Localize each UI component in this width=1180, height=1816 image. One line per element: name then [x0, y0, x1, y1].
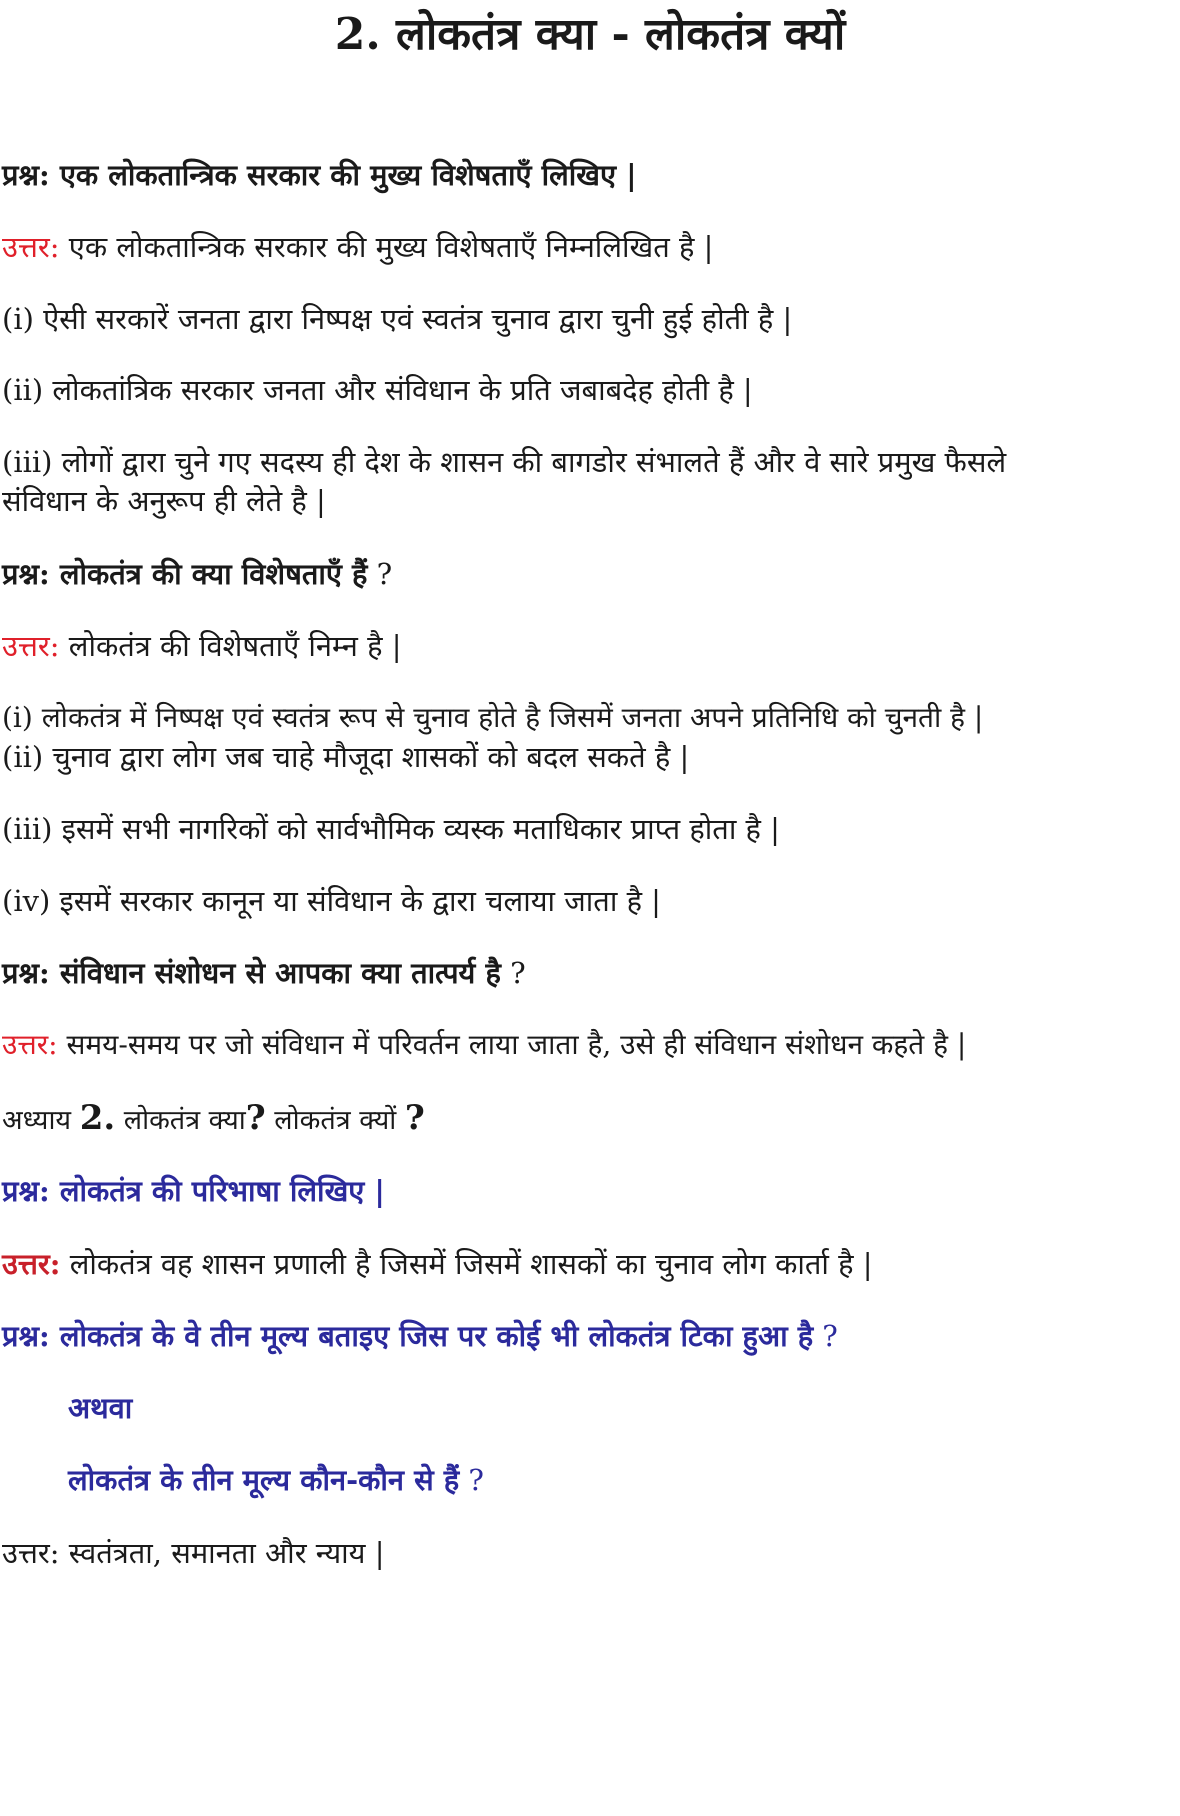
- chapter-question-mark-1: ?: [245, 1098, 266, 1138]
- answer-1-point-3: (iii) लोगों द्वारा चुने गए सदस्य ही देश के शासन की बागडोर संभालते हैं और वे सारे प्रमुख फैसले: [2, 445, 1007, 479]
- answer-2-point-3: (iii) इसमें सभी नागरिकों को सार्वभौमिक व्यस्क मताधिकार प्राप्त होता है |: [2, 812, 780, 846]
- answer-2: [2, 628, 402, 664]
- answer-1: [2, 229, 713, 265]
- question-text: एक लोकतान्त्रिक सरकार की मुख्य विशेषताएँ लिखिए |: [49, 158, 637, 192]
- answer-3: [2, 1027, 966, 1063]
- answer-label: उत्तर:: [2, 629, 60, 663]
- question-1: [2, 157, 637, 193]
- answer-label: उत्तर:: [2, 230, 60, 264]
- answer-text: लोकतंत्र की विशेषताएँ निम्न है |: [59, 629, 402, 663]
- question-5: [2, 1318, 838, 1354]
- question-5-alt: [68, 1462, 484, 1498]
- chapter-number: 2.: [79, 1098, 116, 1138]
- question-3: [2, 955, 526, 991]
- answer-1-point-3-cont: संविधान के अनुरूप ही लेते है |: [2, 484, 326, 518]
- answer-text: समय-समय पर जो संविधान में परिवर्तन लाया जाता है, उसे ही संविधान संशोधन कहते है |: [57, 1028, 967, 1061]
- question-label: प्रश्न:: [2, 557, 50, 591]
- chapter-title-part-1: लोकतंत्र क्या: [115, 1105, 246, 1136]
- answer-label: उत्तर:: [2, 1028, 58, 1061]
- answer-label: उत्तर:: [2, 1247, 61, 1281]
- answer-text: लोकतंत्र वह शासन प्रणाली है जिसमें जिसमें शासकों का चुनाव लोग कार्ता है |: [60, 1247, 873, 1281]
- chapter-heading: [2, 1100, 425, 1139]
- chapter-question-mark-2: ?: [404, 1098, 425, 1138]
- question-mark: ?: [367, 557, 393, 591]
- answer-1-point-1: (i) ऐसी सरकारें जनता द्वारा निष्पक्ष एवं स्वतंत्र चुनाव द्वारा चुनी हुई होती है |: [2, 302, 793, 336]
- chapter-prefix: अध्याय: [2, 1105, 80, 1136]
- question-mark: ?: [500, 956, 526, 990]
- chapter-title-part-2: लोकतंत्र क्यों: [265, 1105, 405, 1136]
- question-2: [2, 556, 392, 592]
- question-text: संविधान संशोधन से आपका क्या तात्पर्य है: [49, 956, 501, 990]
- answer-label: उत्तर:: [2, 1536, 60, 1570]
- question-text: लोकतंत्र की क्या विशेषताएँ हैं: [49, 557, 368, 591]
- or-label: अथवा: [68, 1391, 133, 1425]
- question-text: लोकतंत्र की परिभाषा लिखिए |: [49, 1174, 385, 1208]
- page-title: 2. लोकतंत्र क्या - लोकतंत्र क्यों: [334, 9, 846, 60]
- question-text: लोकतंत्र के वे तीन मूल्य बताइए जिस पर कोई भी लोकतंत्र टिका हुआ है: [49, 1319, 814, 1353]
- answer-4: [2, 1246, 873, 1282]
- answer-1-point-2: (ii) लोकतांत्रिक सरकार जनता और संविधान के प्रति जबाबदेह होती है |: [2, 373, 753, 407]
- question-alt-text: लोकतंत्र के तीन मूल्य कौन-कौन से हैं: [68, 1463, 460, 1497]
- question-label: प्रश्न:: [2, 1174, 50, 1208]
- question-label: प्रश्न:: [2, 956, 50, 990]
- answer-text: एक लोकतान्त्रिक सरकार की मुख्य विशेषताएँ निम्नलिखित है |: [59, 230, 714, 264]
- answer-2-point-1: (i) लोकतंत्र में निष्पक्ष एवं स्वतंत्र रूप से चुनाव होते है जिसमें जनता अपने प्रतिनिधि को चुनती है |: [2, 701, 984, 734]
- question-4: [2, 1173, 385, 1209]
- answer-5: [2, 1535, 384, 1571]
- question-alt-mark: ?: [459, 1463, 484, 1497]
- question-mark: ?: [813, 1319, 838, 1353]
- question-label: प्रश्न:: [2, 1319, 50, 1353]
- question-label: प्रश्न:: [2, 158, 50, 192]
- answer-2-point-4: (iv) इसमें सरकार कानून या संविधान के द्वारा चलाया जाता है |: [2, 884, 661, 918]
- answer-2-point-2: (ii) चुनाव द्वारा लोग जब चाहे मौजूदा शासकों को बदल सकते है |: [2, 740, 690, 774]
- answer-text: स्वतंत्रता, समानता और न्याय |: [59, 1536, 385, 1570]
